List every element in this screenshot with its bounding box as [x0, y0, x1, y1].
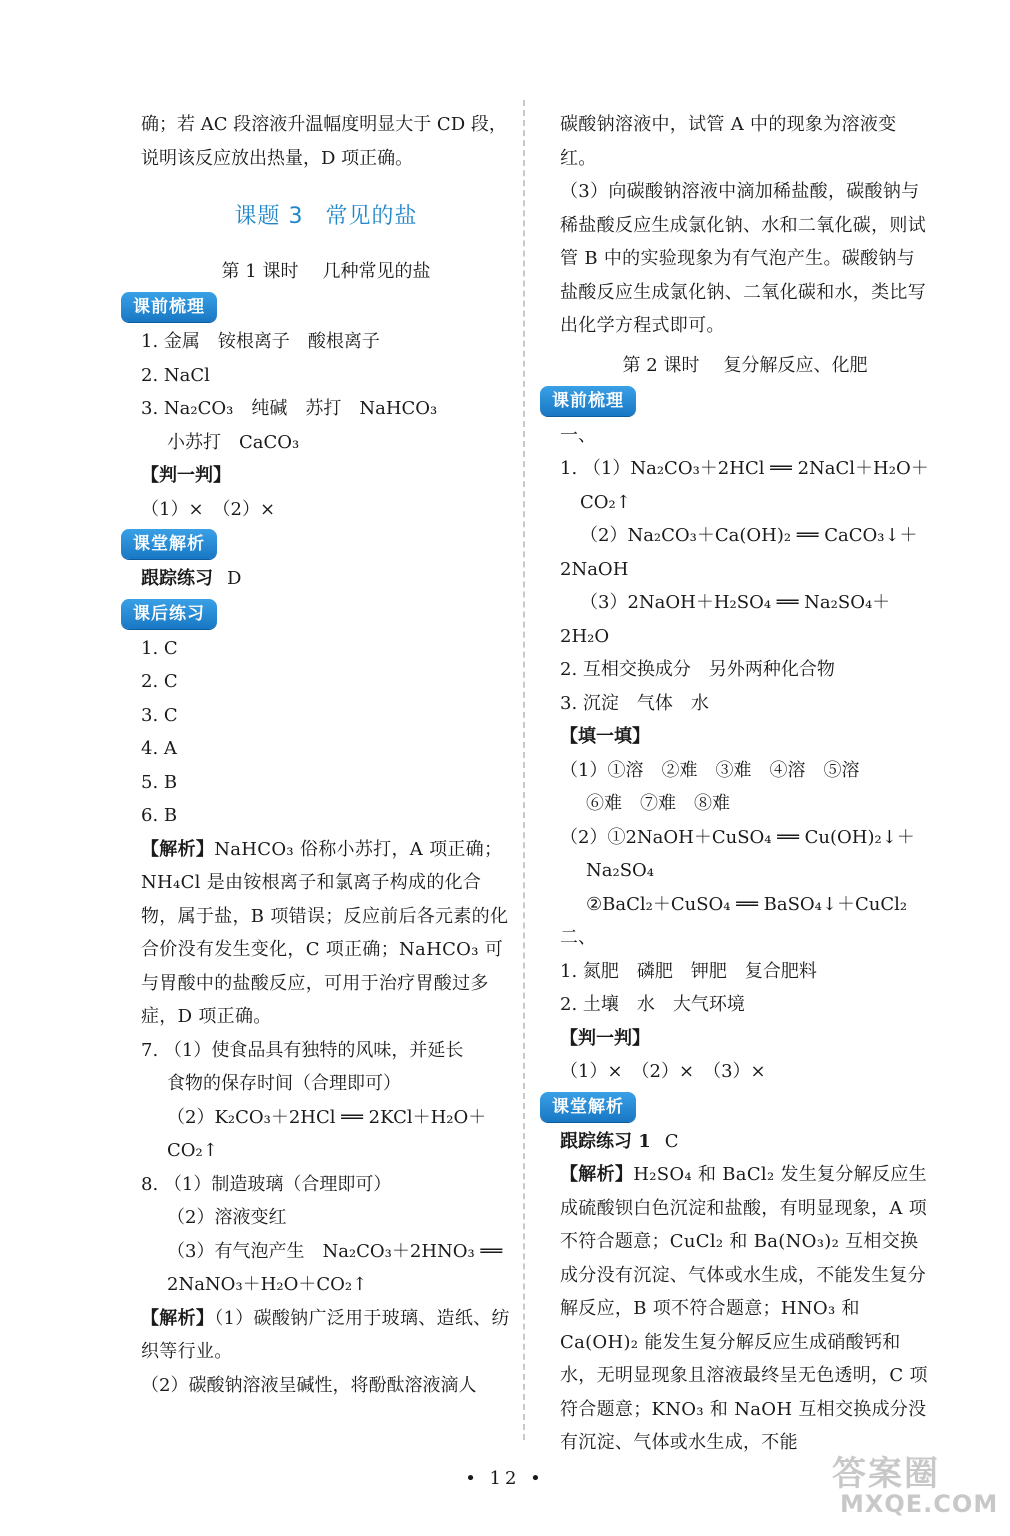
topic-title — [141, 199, 511, 235]
equation-line: 2NaOH — [560, 558, 629, 580]
pre-item: 小苏打 CaCO₃ — [167, 431, 300, 453]
track-row — [141, 562, 511, 596]
item: 2. 互相交换成分 另外两种化合物 — [560, 659, 835, 680]
equation-line: （3）2NaOH＋H₂SO₄ ══ Na₂SO₄＋ — [580, 592, 891, 613]
section-pre-class: 课前梳理 — [540, 386, 636, 416]
q8-line: 8. （1）制造玻璃（合理即可） — [141, 1173, 392, 1195]
fill-line: ⑥难 ⑦难 ⑧难 — [586, 793, 730, 814]
q7-line: CO₂↑ — [167, 1140, 218, 1161]
track-row — [560, 1125, 930, 1159]
fill-line: （2）①2NaOH＋CuSO₄ ══ Cu(OH)₂↓＋ — [560, 826, 915, 848]
answer-item: 3. C — [141, 704, 178, 726]
judge-label: 【判一判】 — [141, 465, 231, 486]
watermark-logo — [826, 1446, 1006, 1526]
lesson-name: 复分解反应、化肥 — [723, 354, 868, 376]
left-column — [133, 108, 511, 1402]
answer-item: 2. C — [141, 671, 178, 692]
q8-line: （3）有气泡产生 Na₂CO₃＋2HNO₃ ══ — [167, 1240, 503, 1262]
q8-line: 2NaNO₃＋H₂O＋CO₂↑ — [167, 1274, 368, 1295]
answer-item: 1. C — [141, 637, 178, 659]
item: 1. 氮肥 磷肥 钾肥 复合肥料 — [560, 960, 817, 982]
section-pre-class: 课前梳理 — [121, 292, 217, 322]
fill-line: ②BaCl₂＋CuSO₄ ══ BaSO₄↓＋CuCl₂ — [586, 893, 908, 915]
q7-line: 7. （1）使食品具有独特的风味，并延长 — [141, 1039, 464, 1061]
pre-item: 1. 金属 铵根离子 酸根离子 — [141, 331, 380, 352]
column-divider — [523, 100, 525, 1440]
analysis2-text: （1）碳酸钠广泛用于玻璃、造纸、纺织等行业。 — [141, 1307, 510, 1362]
watermark-bottom-text: MXQE.COM — [840, 1490, 999, 1518]
lesson-title — [560, 349, 930, 383]
judge-answer: （1）× （2）× — [141, 498, 276, 520]
answer-item: 5. B — [141, 771, 178, 793]
answer-item: 4. A — [141, 738, 177, 759]
judge-label: 【判一判】 — [560, 1027, 650, 1049]
analysis-paragraph — [141, 833, 511, 1034]
track-label: 跟踪练习 1 — [560, 1130, 651, 1152]
watermark-top-text: 答案圈 — [832, 1454, 940, 1494]
topic-label: 课题 3 — [234, 204, 304, 229]
q7-line: 食物的保存时间（合理即可） — [167, 1073, 401, 1094]
lesson-label: 第 2 课时 — [622, 354, 700, 376]
analysis2-label: 【解析】 — [141, 1307, 215, 1329]
right-column — [552, 108, 930, 1460]
pre-item: 3. Na₂CO₃ 纯碱 苏打 NaHCO₃ — [141, 398, 438, 419]
last-line: （2）碳酸钠溶液呈碱性，将酚酞溶液滴人 — [141, 1374, 477, 1396]
item: 2. 土壤 水 大气环境 — [560, 994, 745, 1015]
analysis-text: NaHCO₃ 俗称小苏打，A 项正确；NH₄Cl 是由铵根离子和氯离子构成的化合物，属于盐，B 项错误；反应前后各元素的化合价没有发生变化，C 项正确；NaHCO₃ 可与胃酸中的盐酸反应，可用于治疗胃酸过多症，D 项正确。 — [141, 838, 509, 1027]
analysis-label: 【解析】 — [560, 1164, 634, 1185]
analysis-text: H₂SO₄ 和 BaCl₂ 发生复分解反应生成硫酸钡白色沉淀和盐酸，有明显现象，A 项不符合题意；CuCl₂ 和 Ba(NO₃)₂ 互相交换成分没有沉淀、气体或水生成，不能发生复分解反应，B 项不符合题意；HNO₃ 和 Ca(OH)₂ 能发生复分解反应生成硝酸钙和水，无明显现象且溶液最终呈无色透明，C 项符合题意；KNO₃ 和 NaOH 互相交换成分没有沉淀、气体或水生成，不能 — [560, 1164, 928, 1453]
section-after-class: 课后练习 — [121, 599, 217, 629]
judge-answer: （1）× （2）× （3）× — [560, 1061, 766, 1082]
lesson-label: 第 1 课时 — [221, 261, 299, 282]
track-label: 跟踪练习 — [141, 568, 213, 589]
track-answer: C — [664, 1130, 679, 1152]
part-one-heading: 一、 — [560, 424, 596, 446]
part-two-heading: 二、 — [560, 927, 596, 948]
analysis-label: 【解析】 — [141, 838, 215, 860]
fill-line: （1）①溶 ②难 ③难 ④溶 ⑤溶 — [560, 759, 860, 781]
equation-line: 1. （1）Na₂CO₃＋2HCl ══ 2NaCl＋H₂O＋ — [560, 458, 929, 479]
section-in-class: 课堂解析 — [540, 1092, 636, 1122]
intro-line-2: 说明该反应放出热量，D 项正确。 — [141, 147, 414, 169]
analysis-paragraph — [560, 1158, 930, 1460]
pre-item: 2. NaCl — [141, 364, 210, 386]
analysis2-paragraph — [141, 1302, 511, 1369]
equation-line: 2H₂O — [560, 625, 610, 647]
lesson-name: 几种常见的盐 — [322, 261, 431, 282]
q7-line: （2）K₂CO₃＋2HCl ══ 2KCl＋H₂O＋ — [167, 1106, 487, 1128]
equation-line: （2）Na₂CO₃＋Ca(OH)₂ ══ CaCO₃↓＋ — [580, 525, 918, 546]
answer-item: 6. B — [141, 805, 178, 826]
fill-label: 【填一填】 — [560, 726, 650, 747]
lesson-title — [141, 255, 511, 289]
section-in-class: 课堂解析 — [121, 529, 217, 559]
fill-line: Na₂SO₄ — [586, 860, 655, 881]
item: 3. 沉淀 气体 水 — [560, 692, 709, 714]
topic-name: 常见的盐 — [325, 204, 418, 229]
page-number: • 12 • — [465, 1468, 545, 1489]
paragraph-3: （3）向碳酸钠溶液中滴加稀盐酸，碳酸钠与稀盐酸反应生成氯化钠、水和二氧化碳，则试管 B 中的实验现象为有气泡产生。碳酸钠与盐酸反应生成氯化钠、二氧化碳和水，类比写出化学方程式即可。 — [560, 181, 926, 336]
equation-line: CO₂↑ — [580, 491, 631, 513]
track-answer: D — [227, 568, 242, 589]
intro-line-1: 确；若 AC 段溶液升温幅度明显大于 CD 段， — [141, 114, 507, 135]
q8-line: （2）溶液变红 — [167, 1207, 287, 1228]
continued-paragraph: 碳酸钠溶液中，试管 A 中的现象为溶液变红。 — [560, 114, 897, 169]
